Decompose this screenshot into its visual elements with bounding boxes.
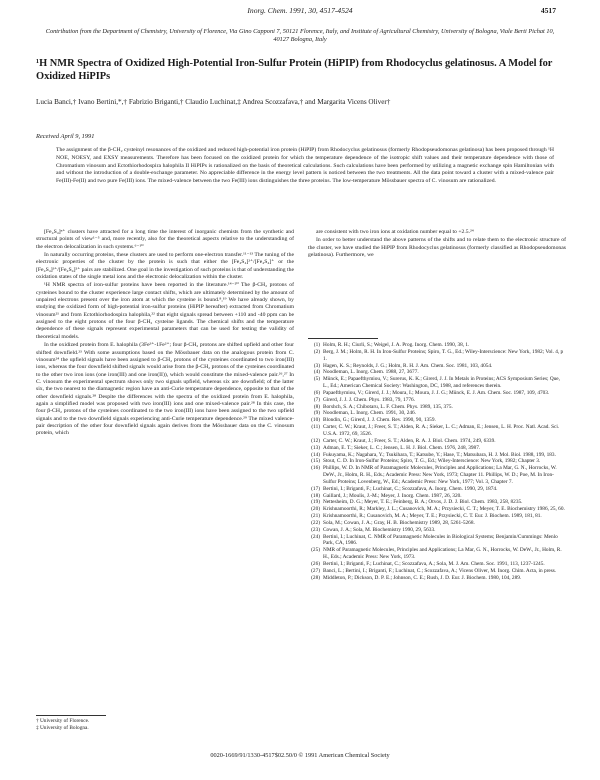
reference-text: Noodleman, L. Inorg. Chem. 1991, 30, 246. <box>323 410 417 417</box>
reference-number: (26) <box>311 561 320 567</box>
reference-number: (8) <box>313 403 320 410</box>
reference-text: Krishnamoorthi, R.; Cusanovich, M. A.; Meyer, T. E.; Przysiecki, C. T. Eur. J. Biochem. 1989, 181, 81. <box>323 513 542 520</box>
paragraph: In the oxidized protein from E. halophila (3Fe³⁺-1Fe²⁺; four β-CH₂ protons are shifted upfield and other four shifted downfield.²³ With some assumptions based on the Mössbauer data on the analogous protein from C. vinosum²⁴ the upfield signals have been assigned to β-CH₂ protons of the cysteines coordinated to two iron(III) ions, whereas the four downfield shifted signals would arise from the β-CH₂ protons of the cysteines coordinated to the other two iron ions (one iron(III) and one iron(II)), which would constitute the mixed-valence pair.²⁶,²⁷ In C. vinosum the experimental spectrum shows only two signals upfield, whereas six are downfield; of the latter six, the two nearest to the diamagnetic region have an anti-Curie temperature dependence, opposite to that of the other downfield signals.²⁸ Despite the differences with the spectra of the oxidized protein from E. halophila, again a simplified model was proposed with two iron(III) ions and one mixed-valence pair.²⁸ In this case, the four β-CH₂ protons of the cysteines coordinated to the two iron(III) ions have been assigned to the two upfield signals and to the two downfield signals experiencing anti-Curie temperature dependence.²⁹ The mixed valence-pair description of the other four downfield signals again derives from the Mössbauer data on the C. vinosum protein, which <box>36 342 294 437</box>
reference-item <box>308 513 566 520</box>
reference-number: (2) <box>313 348 320 355</box>
reference-number: (28) <box>311 574 320 581</box>
reference-list <box>308 342 566 582</box>
reference-number: (6) <box>313 389 320 396</box>
references-divider <box>308 338 378 339</box>
footnotes <box>36 718 294 732</box>
reference-text: Banci, L.; Bertini, I.; Briganti, F.; Luchinat, C.; Scozzafava, A.; Vicens Oliver, M. Inorg. Chim. Acta, in press. <box>323 567 557 574</box>
right-column <box>308 229 566 260</box>
reference-item <box>308 342 566 349</box>
reference-text: Münck, E.; Papaefthymiou, V.; Surerus, K. K.; Girerd, J. J. In Metals in Proteins; ACS Symposium Series; Que, L., Ed.; American Chemical Society: Washington, DC, 1988, and references therein. <box>323 376 560 390</box>
paragraph: In naturally occurring proteins, these clusters are used to perform one-electron transfer.¹¹⁻¹³ The tuning of the electronic properties of the cluster by the protein is such that either the [Fe₄S₄]²⁺/[Fe₄S₄]⁺ or the [Fe₄S₄]³⁺/[Fe₄S₄]²⁺ pairs are stabilized. One goal in the investigation of such proteins is that of understanding the oxidation states of the single metal ions and the electronic delocalization within the cluster. <box>36 252 294 281</box>
reference-text: Holm, R. H.; Ciurli, S.; Weigel, J. A. Prog. Inorg. Chem. 1990, 38, 1. <box>323 342 470 348</box>
reference-number: (4) <box>313 369 320 376</box>
reference-item <box>308 527 566 534</box>
reference-text: Krishnamoorthi, R.; Markley, J. L.; Cusanovich, M. A.; Przysiecki, C. T.; Meyer, T. E. Biochemistry 1986, 25, 60. <box>323 506 565 513</box>
footnote: † University of Florence. <box>36 718 90 724</box>
reference-item <box>308 534 566 548</box>
footnote: ‡ University of Bologna. <box>36 725 89 731</box>
reference-item <box>308 390 566 397</box>
reference-item <box>308 410 566 417</box>
article-title: ¹H NMR Spectra of Oxidized High-Potential Iron-Sulfur Protein (HiPIP) from Rhodocyclus gelatinosus. A Model for Oxidized HiPIPs <box>36 58 553 82</box>
reference-number: (10) <box>311 417 320 424</box>
reference-item <box>308 438 566 445</box>
reference-number: (7) <box>313 396 320 403</box>
reference-number: (16) <box>311 465 320 472</box>
author-list: Lucia Banci,† Ivano Bertini,*,† Fabrizio Briganti,† Claudio Luchinat,‡ Andrea Scozzafava,† and Margarita Vicens Oliver† <box>36 98 391 106</box>
reference-item <box>308 349 566 363</box>
reference-text: Gaillard, J.; Moulis, J.-M.; Meyer, J. Inorg. Chem. 1987, 26, 320. <box>323 492 462 499</box>
reference-text: Stout, C. D. In Iron-Sulfur Proteins; Spiro, T. G., Ed.; Wiley-Interscience: New York, 1982; Chapter 3. <box>323 458 541 465</box>
reference-number: (11) <box>311 424 320 431</box>
reference-number: (22) <box>311 519 320 526</box>
reference-number: (17) <box>311 485 320 492</box>
reference-item <box>308 575 566 582</box>
reference-number: (5) <box>313 376 320 383</box>
reference-item <box>308 486 566 493</box>
reference-text: Fukuyama, K.; Nagahara, Y.; Tsukihara, T.; Katsube, Y.; Hase, T.; Matsubara, H. J. Mol. Biol. 1988, 199, 183. <box>323 451 556 458</box>
reference-item <box>308 493 566 500</box>
reference-item <box>308 363 566 370</box>
reference-item <box>308 506 566 513</box>
reference-number: (25) <box>311 547 320 554</box>
reference-text: Blondin, G.; Girerd, J. J. Chem. Rev. 1990, 90, 1359. <box>323 417 436 424</box>
reference-text: Papaefthymiou, V.; Girerd, J. J.; Moura, I.; Moura, J. J. G.; Münck, E. J. Am. Chem. Soc. 1987, 109, 4703. <box>323 389 550 396</box>
reference-item <box>308 499 566 506</box>
reference-number: (1) <box>313 342 320 348</box>
reference-text: Noodleman, L. Inorg. Chem. 1988, 27, 3677. <box>323 369 419 376</box>
reference-text: Girerd, J. J. J. Chem. Phys. 1983, 79, 1776. <box>323 396 415 403</box>
reference-number: (23) <box>311 526 320 533</box>
reference-item <box>308 465 566 486</box>
received-date: Received April 9, 1991 <box>36 133 95 140</box>
reference-number: (3) <box>313 362 320 369</box>
reference-item <box>308 404 566 411</box>
paragraph: ¹H NMR spectra of iron-sulfur proteins have been reported in the literature.¹⁴⁻²⁰ The β-CH₂ protons of cysteines bound to the cluster experience large contact shifts, which are ultimately determined by the amount of unpaired electrons present over the iron atom at which the cysteine is bound.⁸,¹⁹ We have already shown, by studying the oxidized form of high-potential iron-sulfur proteins (HiPIP hereafter) extracted from Chromatium vinosum²¹ and from Ectothiorhodospira halophila,²² that eight signals spread between +110 and -40 ppm can be assigned to the eight protons of the four β-CH₂ cysteine ligands. The chemical shifts and the temperature dependence of these signals represent experimental parameters that can be used for testing the validity of theoretical models. <box>36 282 294 340</box>
contribution-line: Contribution from the Department of Chemistry, University of Florence, Via Gino Capponi 7, 50121 Florence, Italy, and Institute of Agricultural Chemistry, University of Bologna, Viale Berti Pichat 10, 40127 Bologna, Italy <box>45 28 555 43</box>
reference-text: Adman, E. T.; Sieker, L. C.; Jensen, L. H. J. Biol. Chem. 1976, 248, 3987. <box>323 444 481 451</box>
paragraph: [Fe₄S₄]ⁿ⁺ clusters have attracted for a long time the interest of inorganic chemists from the synthetic and structural points of view¹⁻⁵ and, more recently, also for the theoretical aspects relative to the understanding of the electron delocalization in such systems.⁶⁻¹⁰ <box>36 229 294 250</box>
reference-number: (19) <box>311 499 320 506</box>
reference-number: (14) <box>311 451 320 458</box>
reference-item <box>308 520 566 527</box>
reference-item <box>308 547 566 561</box>
reference-text: Phillips, W. D. In NMR of Paramagnetic Molecules, Principles and Applications; La Mar, G. N., Horrocks, W. DeW., Jr., Holm, R. H., Eds.; Academic Press: New York, 1973; Chapter 11. Phillips, W. D.; Poe, M. In Iron-Sulfur Proteins; Lovenberg, W., Ed.; Academic Press: New York, 1977; Vol. 3, Chapter 7. <box>323 465 557 485</box>
reference-text: Berg, J. M.; Holm, R. H. In Iron-Sulfur Proteins; Spiro, T. G., Ed.; Wiley-Interscience: New York, 1982; Vol. 4, p 1. <box>323 348 564 362</box>
reference-number: (27) <box>311 567 320 574</box>
reference-number: (21) <box>311 513 320 520</box>
reference-item <box>308 397 566 404</box>
reference-number: (12) <box>311 437 320 444</box>
reference-text: Carter, C. W.; Kraut, J.; Freer, S. T.; Alden, R. A.; Sieker, L. C.; Adman, E.; Jensen, L. H. Proc. Natl. Acad. Sci. U.S.A. 1972, 69, 3526. <box>323 424 560 437</box>
reference-number: (9) <box>313 410 320 417</box>
reference-item <box>308 376 566 390</box>
page-number: 4517 <box>540 6 556 15</box>
reference-text: Borshch, S. A.; Chibotaru, L. F. Chem. Phys. 1989, 135, 375. <box>323 403 453 410</box>
footnote-divider <box>36 715 106 716</box>
reference-number: (24) <box>311 533 320 540</box>
copyright-line: 0020-1669/91/1330-4517$02.50/0 © 1991 American Chemical Society <box>210 752 390 759</box>
reference-number: (13) <box>311 444 320 451</box>
journal-citation: Inorg. Chem. 1991, 30, 4517-4524 <box>247 6 353 15</box>
reference-text: Hagen, K. S.; Reynolds, J. G.; Holm, R. H. J. Am. Chem. Soc. 1981, 103, 4054. <box>323 362 493 369</box>
reference-text: Nettesheim, D. G.; Meyer, T. E.; Feinberg, B. A.; Otvos, J. D. J. Biol. Chem. 1983, 258, 8235. <box>323 499 523 506</box>
reference-text: Sola, M.; Cowan, J. A.; Gray, H. B. Biochemistry 1989, 28, 5261-5268. <box>323 519 475 526</box>
reference-text: Middleton, P.; Dickson, D. P. E.; Johnson, C. E.; Rush, J. D. Eur. J. Biochem. 1980, 104, 289. <box>323 574 522 581</box>
reference-number: (20) <box>311 506 320 513</box>
paragraph: In order to better understand the above patterns of the shifts and to relate them to the electronic structure of the cluster, we have studied the HiPIP from Rhodocyclus gelatinosus (formerly classified as Rhodopseudomonas gelatinosa). Furthermore, we <box>308 237 566 259</box>
reference-item <box>308 424 566 438</box>
reference-item <box>308 561 566 568</box>
reference-text: Carter, C. W.; Kraut, J.; Freer, S. T.; Alden, R. A. J. Biol. Chem. 1974, 249, 6339. <box>323 437 496 444</box>
abstract: The assignment of the β-CH₂ cysteinyl resonances of the oxidized and reduced high-potential iron protein (HiPIP) from Rhodocyclus gelatinosus (formerly Rhodopseudomonas gelatinosa) has been proposed through ¹H NOE, NOESY, and EXSY measurements. Therefore has been focused on the oxidized protein for which the temperature dependence of the isotropic shift values and their temperature dependence with those of Chromatium vinosum and Ectothiorhodospira halophila II HiPIPs is rationalized on the basis of theoretical calculations. Such calculations have been performed by utilizing a magnetic exchange spin Hamiltonian with and without the introduction of a double-exchange parameter. No appreciable difference in the energy level pattern is noticed between the two treatments. All the data point toward a cluster with a mixed-valence pair Fe(III)-Fe(II) and two pure Fe(III) ions. The mixed-valence between the two Fe(III) ions distinguishes the three proteins. The low-temperature Mössbauer spectra of C. vinosum are rationalized. <box>56 147 554 185</box>
reference-text: NMR of Paramagnetic Molecules, Principles and Applications; La Mar, G. N., Horrocks, W. DeW., Jr., Holm, R. H., Eds.; Academic Press: New York, 1973. <box>323 547 562 561</box>
paragraph: are consistent with two iron ions at oxidation number equal to +2.5.²⁴ <box>316 229 474 235</box>
reference-text: Bertini, I.; Briganti, F.; Luchinat, C.; Scozzafava, A. Inorg. Chem. 1990, 29, 1874. <box>323 485 498 492</box>
reference-item <box>308 568 566 575</box>
reference-text: Bertini, I.; Briganti, F.; Luchinat, C.; Scozzafava, A.; Sola, M. J. Am. Chem. Soc. 1991, 113, 1237-1245. <box>323 561 545 567</box>
reference-number: (18) <box>311 492 320 499</box>
reference-item <box>308 445 566 452</box>
left-column <box>36 229 294 439</box>
reference-text: Bertini, I.; Luchinat, C. NMR of Paramagnetic Molecules in Biological Systems; Benjamin/Cummings: Menlo Park, CA, 1986. <box>323 533 558 547</box>
reference-item <box>308 417 566 424</box>
running-header <box>0 6 600 18</box>
reference-number: (15) <box>311 458 320 465</box>
reference-text: Cowan, J. A.; Sola, M. Biochemistry 1990, 29, 5633. <box>323 526 436 533</box>
